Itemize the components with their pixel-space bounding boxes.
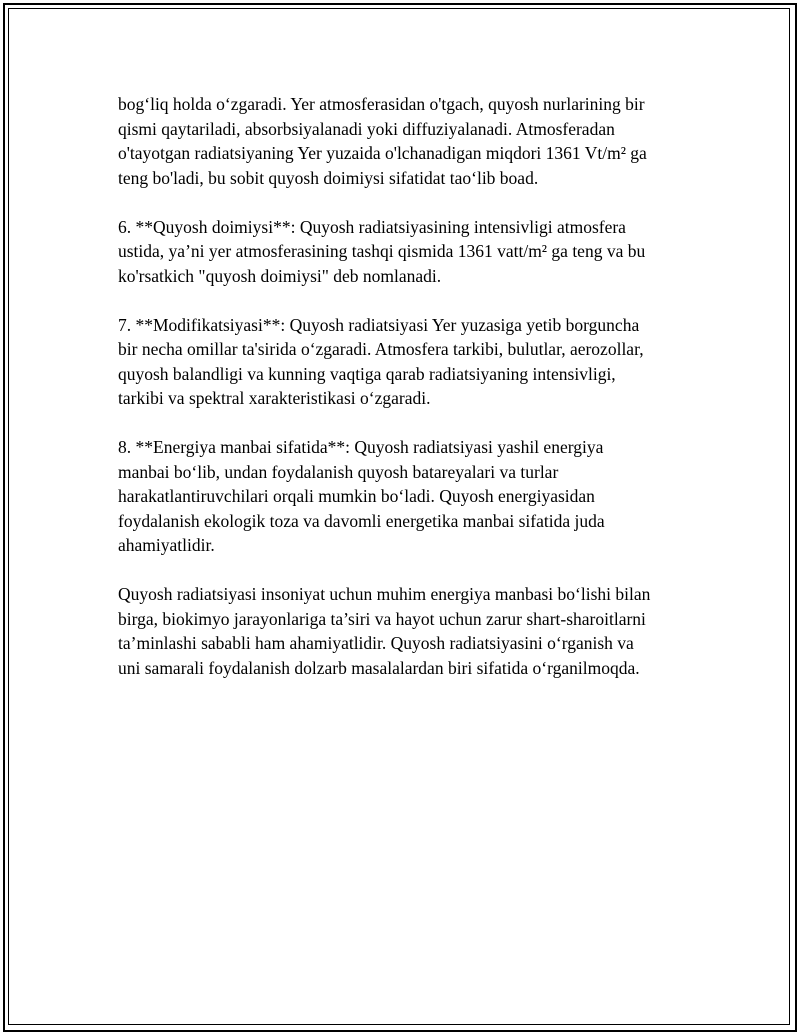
- document-body: [118, 92, 698, 705]
- paragraph-modifikatsiyasi: 7. **Modifikatsiyasi**: Quyosh radiatsiyasi Yer yuzasiga yetib borguncha bir necha omillar ta'sirida o‘zgaradi. Atmosfera tarkibi, bulutlar, aerozollar, quyosh balandligi va kunning vaqtiga qarab radiatsiyaning intensivligi, tarkibi va spektral xarakteristikasi o‘zgaradi.: [118, 314, 644, 408]
- paragraph-conclusion: Quyosh radiatsiyasi insoniyat uchun muhim energiya manbasi bo‘lishi bilan birga, biokimyo jarayonlariga ta’siri va hayot uchun zarur shart-sharoitlarni ta’minlashi sababli ham ahamiyatlidir. Quyosh radiatsiyasini o‘rganish va uni samarali foydalanish dolzarb masalalardan biri sifatida o‘rganilmoqda.: [118, 584, 651, 678]
- paragraph-quyosh-doimiysi: 6. **Quyosh doimiysi**: Quyosh radiatsiyasining intensivligi atmosfera ustida, ya’ni yer atmosferasining tashqi qismida 1361 vatt/m² ga teng va bu ko'rsatkich "quyosh doimiysi" deb nomlanadi.: [118, 216, 646, 286]
- paragraph-energiya-manbai: 8. **Energiya manbai sifatida**: Quyosh radiatsiyasi yashil energiya manbai bo‘lib, undan foydalanish quyosh batareyalari va turlar harakatlantiruvchilari orqali mumkin bo‘ladi. Quyosh energiyasidan foydalanish ekologik toza va davomli energetika manbai sifatida juda ahamiyatlidir.: [118, 437, 605, 555]
- paragraph-continuation: bog‘liq holda o‘zgaradi. Yer atmosferasidan o'tgach, quyosh nurlarining bir qismi qaytariladi, absorbsiyalanadi yoki diffuziyalanadi. Atmosferadan o'tayotgan radiatsiyaning Yer yuzaida o'lchanadigan miqdori 1361 Vt/m² ga teng bo'ladi, bu sobit quyosh doimiysi sifatidat tao‘lib boad.: [118, 94, 647, 188]
